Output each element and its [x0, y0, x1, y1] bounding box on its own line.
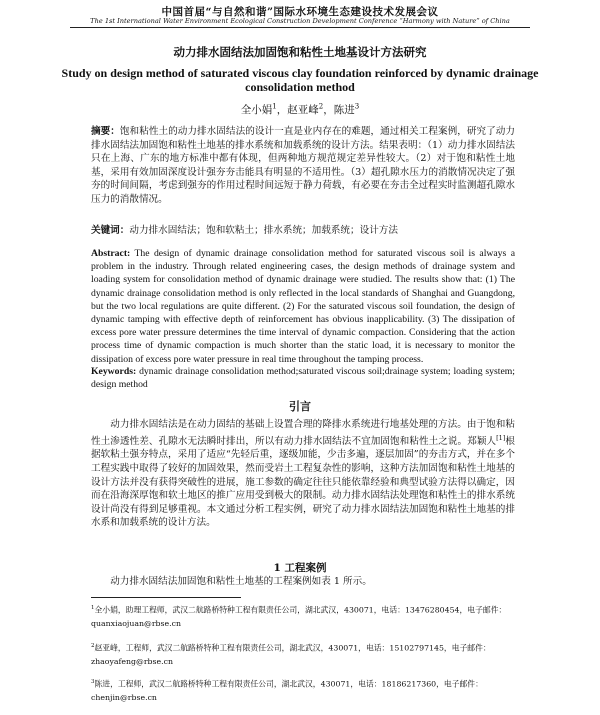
footnote-1-mark: 1: [91, 605, 95, 611]
abstract-en-label: Abstract:: [91, 248, 131, 259]
author-1: 全小娟: [240, 104, 273, 116]
header-rule: [70, 27, 530, 28]
footnote-3-mark: 3: [91, 679, 95, 685]
author-3-affiliation-mark: 3: [354, 102, 360, 111]
introduction-text-after-ref: 根据软粘土强夯特点，采用了适应“先轻后重，逐级加能，少击多遍，逐层加固”的夯击方式，并在多个工程实践中取得了较好的加固效果，然而受岩土工程复杂性的影响，这种方法加固饱和粘性土地基的设计方法并没有获得突破性的进展，施工参数的确定往往只能依靠经验和典型试验方法得以确定，因而在沿海深厚饱和软土地区的推广应用受到极大的限制。动力排水固结法处理饱和粘性土的排水系统设计尚没有得到足够重视。本文通过分析工程实例，研究了动力排水固结法加固饱和粘性土地基的排水系和加载系统的设计方法。: [91, 435, 516, 529]
author-2: 赵亚峰: [287, 104, 319, 116]
footnote-2: [91, 640, 515, 668]
citation-ref: [1]: [496, 433, 506, 442]
abstract-cn-text: 饱和粘性土的动力排水固结法的设计一直是业内存在的难题，通过相关工程案例，研究了动力排水固结法加固饱和粘性土地基的排水系统和加载系统的设计方法。结果表明：（1）动力排水固结法只在上海、广东的地方标准中都有体现，但两种地方规范规定差异性较大。（2）对于饱和粘性土地基，采用有效加固深度设计强夯夯击能具有明显的不适用性。（3）超孔隙水压力的消散情况决定了强夯的时间间隔，考虑到强夯的作用过程时间远短于静力荷载，有必要在夯击全过程实时监测超孔隙水压力的消散情况。: [91, 126, 516, 205]
introduction-paragraph: [91, 418, 515, 530]
footnote-2-text: 赵亚峰，工程师，武汉二航路桥特种工程有限责任公司，湖北武汉，430071，电话：15102797145，电子邮件：zhaoyafeng@rbse.cn: [91, 643, 491, 666]
keywords-cn: [91, 224, 515, 238]
keywords-en: [91, 365, 515, 391]
paper-title-cn: 动力排水固结法加固饱和粘性土地基设计方法研究: [173, 45, 427, 59]
author-2-affiliation-mark: 2: [318, 102, 324, 111]
abstract-cn: [91, 125, 515, 207]
author-list: [0, 102, 600, 117]
conference-title-en: The 1st International Water Environment Ecological Construction Development Conference “Harmony with Nature” of China: [90, 17, 510, 25]
section-title-introduction: 引言: [289, 400, 311, 413]
author-separator: ，: [323, 104, 334, 116]
abstract-en: [91, 247, 515, 366]
section1-paragraph: 动力排水固结法加固饱和粘性土地基的工程案例如表 1 所示。: [110, 576, 372, 587]
footnote-1: [91, 602, 515, 630]
introduction-text-before-ref: 动力排水固结法是在动力固结的基础上设置合理的降排水系统进行地基处理的方法。由于饱和粘性土渗透性差、孔隙水无法瞬时排出，所以有动力排水固结法不宜加固饱和粘性土之说。郑颖人: [91, 419, 515, 447]
footnote-3-text: 陈进，工程师，武汉二航路桥特种工程有限责任公司，湖北武汉，430071，电话：18186217360，电子邮件：chenjin@rbse.cn: [91, 679, 483, 702]
footnote-rule: [91, 597, 241, 598]
conference-title-cn: 中国首届“与自然和谐”国际水环境生态建设技术发展会议: [161, 6, 439, 18]
footnote-3: [91, 676, 515, 704]
footnote-1-text: 全小娟，助理工程师，武汉二航路桥特种工程有限责任公司，湖北武汉，430071，电话：13476280454，电子邮件：quanxiaojuan@rbse.cn: [91, 605, 507, 628]
abstract-cn-label: 摘要：: [91, 126, 120, 137]
footnote-2-mark: 2: [91, 643, 95, 649]
author-separator: ，: [276, 104, 288, 116]
keywords-en-text: dynamic drainage consolidation method;saturated viscous soil;drainage system; loading system; design method: [91, 366, 516, 391]
author-1-affiliation-mark: 1: [272, 102, 277, 111]
keywords-en-label: Keywords:: [91, 366, 137, 377]
abstract-en-text: The design of dynamic drainage consolidation method for saturated viscous soil is always a problem in the industry. Through related engineering cases, the design methods of drainage system and loading system for consolidation method of dynamic drainage were studied. The results show that: (1) The dynamic drainage consolidation method is only reflected in the local standards of Shanghai and Guangdong, but the two local regulations are quite different. (2) For the saturated viscous soil foundation, the design of dynamic tamping with effective depth of reinforcement has obvious inapplicability. (3) The dissipation of excess pore water pressure determines the time interval of dynamic compaction. Considering that the action process time of dynamic compaction is much shorter than the static load, it is necessary to monitor the dissipation of excess pore water pressure in real time throughout the tamping process.: [91, 248, 515, 365]
section-title-engineering-cases: 1 工程案例: [273, 562, 327, 574]
paper-title-en: Study on design method of saturated viscous clay foundation reinforced by dynamic drainage consolidation method: [61, 66, 539, 94]
keywords-cn-label: 关键词：: [91, 225, 130, 236]
keywords-cn-text: 动力排水固结法；饱和软粘土；排水系统；加载系统；设计方法: [129, 225, 398, 236]
author-3: 陈进: [333, 104, 355, 116]
